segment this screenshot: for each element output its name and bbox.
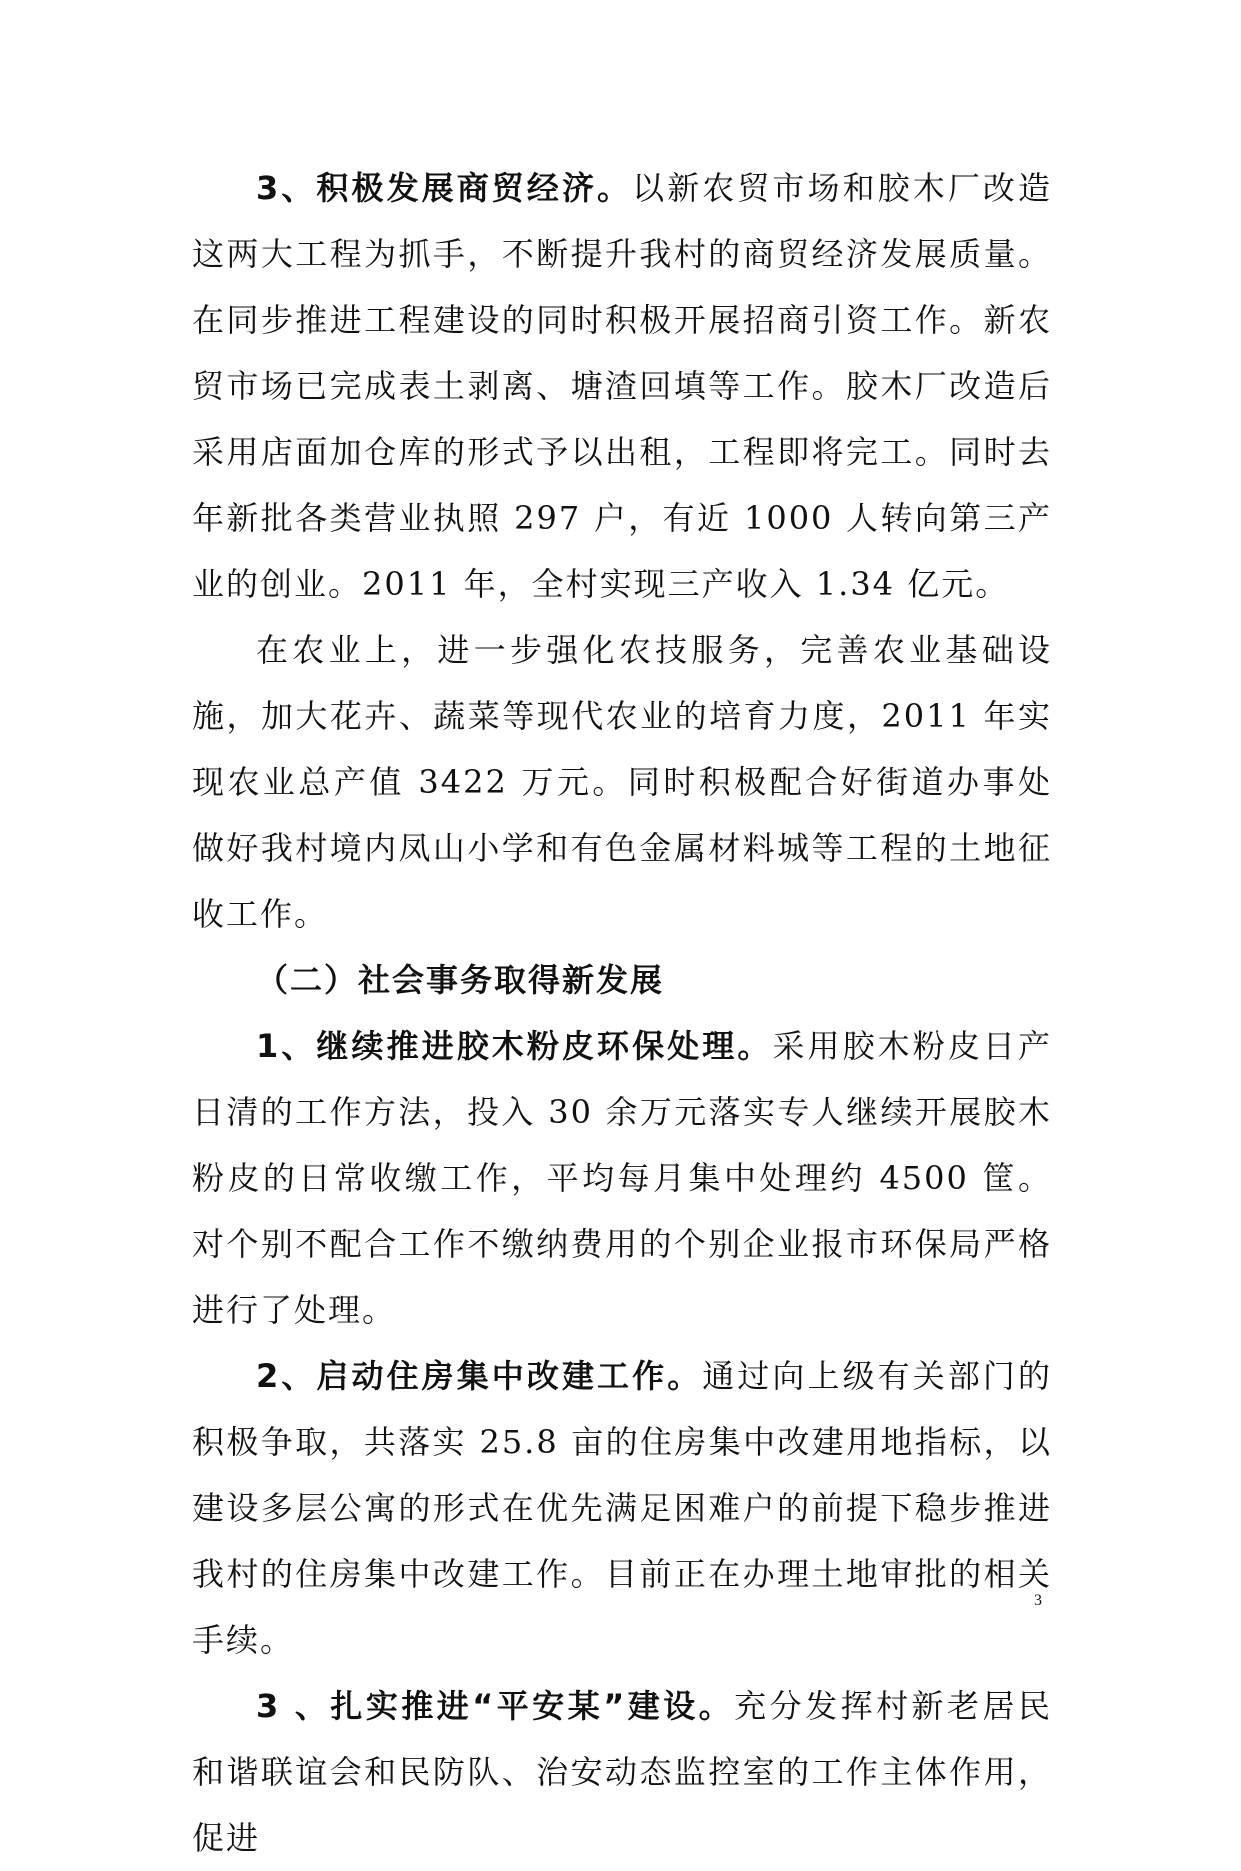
page-number: 3 xyxy=(1034,1592,1042,1609)
paragraph-text: 充分发挥村新老居民和谐联谊会和民防队、治安动态监控室的工作主体作用，促进 xyxy=(192,1687,1052,1857)
paragraph-lead: 3、积极发展商贸经济。 xyxy=(256,169,633,207)
paragraph-agriculture xyxy=(192,617,1052,947)
paragraph-safety xyxy=(192,1673,1052,1871)
section-heading: （二）社会事务取得新发展 xyxy=(256,961,665,999)
document-body xyxy=(192,155,1052,1871)
paragraph-text: 采用胶木粉皮日产日清的工作方法，投入 30 余万元落实专人继续开展胶木粉皮的日常收缴工作，平均每月集中处理约 4500 筐。对个别不配合工作不缴纳费用的个别企业报市环保局严格进行了处理。 xyxy=(192,1027,1052,1329)
paragraph-commerce xyxy=(192,155,1052,617)
paragraph-environmental xyxy=(192,1013,1052,1343)
paragraph-lead: 2、启动住房集中改建工作。 xyxy=(256,1357,703,1395)
paragraph-lead: 1、继续推进胶木粉皮环保处理。 xyxy=(256,1027,773,1065)
paragraph-lead: 3 、扎实推进“平安某”建设。 xyxy=(256,1687,735,1725)
paragraph-text: 通过向上级有关部门的积极争取，共落实 25.8 亩的住房集中改建用地指标，以建设多层公寓的形式在优先满足困难户的前提下稳步推进我村的住房集中改建工作。目前正在办理土地审批的相关手续。 xyxy=(192,1357,1052,1659)
paragraph-text: 在农业上，进一步强化农技服务，完善农业基础设施，加大花卉、蔬菜等现代农业的培育力度，2011 年实现农业总产值 3422 万元。同时积极配合好街道办事处做好我村境内凤山小学和有色金属材料城等工程的土地征收工作。 xyxy=(192,631,1052,933)
paragraph-text: 以新农贸市场和胶木厂改造这两大工程为抓手，不断提升我村的商贸经济发展质量。在同步推进工程建设的同时积极开展招商引资工作。新农贸市场已完成表土剥离、塘渣回填等工作。胶木厂改造后采用店面加仓库的形式予以出租，工程即将完工。同时去年新批各类营业执照 297 户，有近 1000 人转向第三产业的创业。2011 年，全村实现三产收入 1.34 亿元。 xyxy=(192,169,1052,603)
paragraph-housing xyxy=(192,1343,1052,1673)
